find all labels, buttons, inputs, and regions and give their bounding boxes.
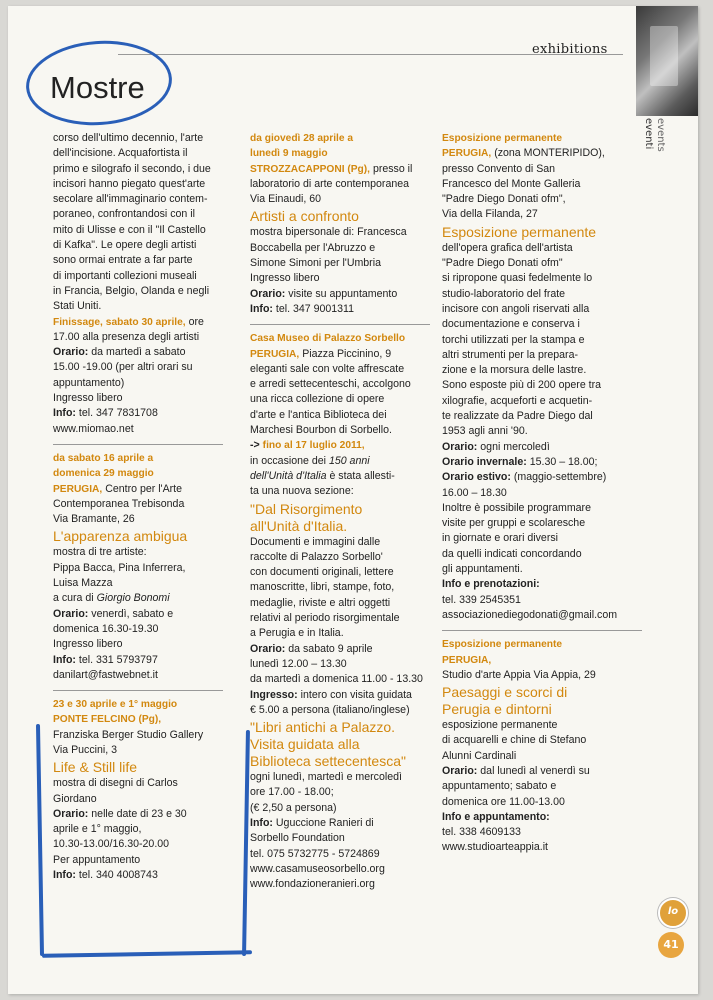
- occasion-line: [250, 454, 430, 469]
- event-city: PONTE FELCINO (Pg),: [53, 714, 162, 726]
- text-line: da quelli indicati concordando: [442, 547, 582, 560]
- event-date: 23 e 30 aprile e 1° maggio: [53, 699, 178, 711]
- event-title: all'Unità d'Italia.: [250, 517, 348, 534]
- text-line: di importanti collezioni museali: [53, 269, 197, 282]
- event-title: Paesaggi e scorci di: [442, 684, 568, 701]
- info-line: [250, 302, 430, 317]
- text-line: te realizzate da Padre Diego dal: [442, 410, 593, 423]
- orario-line: [442, 470, 642, 485]
- column-2: [250, 131, 430, 892]
- event-city: PERUGIA,: [250, 348, 300, 360]
- event-venue: [250, 347, 430, 362]
- text-line: incisori hanno piegato quest'arte: [53, 177, 206, 190]
- web-link[interactable]: www.miomao.net: [53, 422, 134, 435]
- text-line: in Francia, Belgio, Olanda e negli: [53, 284, 210, 297]
- orario-line: [442, 764, 642, 779]
- event-venue: [53, 482, 223, 497]
- text-line: Documenti e immagini dalle: [250, 535, 381, 548]
- event-date: lunedì 9 maggio: [250, 148, 328, 160]
- web-link[interactable]: www.casamuseosorbello.org: [250, 862, 385, 875]
- orario-line: [53, 607, 223, 622]
- text-line: Sorbello Foundation: [250, 832, 345, 845]
- web-link[interactable]: www.studioarteappia.it: [442, 841, 548, 854]
- text-line: Stati Uniti.: [53, 300, 102, 313]
- text-line: una ricca collezione di opere: [250, 393, 385, 406]
- info-label: Info:: [250, 302, 273, 315]
- text-line: dell'incisione. Acquafortista il: [53, 147, 188, 160]
- text-line: gli appuntamenti.: [442, 563, 523, 576]
- curator-line: [53, 591, 223, 606]
- text-line: xilografie, acqueforti e acquetin-: [442, 394, 593, 407]
- text-line: 10.30-13.00/16.30-20.00: [53, 838, 170, 851]
- info-text: Uguccione Ranieri di: [275, 816, 374, 829]
- orario-text: ogni mercoledì: [480, 440, 550, 453]
- venue-text: Studio d'arte Appia Via Appia, 29: [442, 668, 596, 681]
- orario-text: nelle date di 23 e 30: [91, 807, 187, 820]
- text-line: si ripropone quasi fedelmente lo: [442, 272, 593, 285]
- info-label: Info e appuntamento:: [442, 810, 550, 823]
- web-link[interactable]: www.fondazioneranieri.org: [250, 878, 375, 891]
- text-line: "Padre Diego Donati ofm": [442, 257, 563, 270]
- event-date: domenica 29 maggio: [53, 468, 154, 480]
- column-3: [442, 131, 642, 856]
- orario-label: Orario estivo:: [442, 471, 511, 484]
- text-line: ore 17.00 - 18.00;: [250, 786, 334, 799]
- page-title: Mostre: [50, 70, 145, 105]
- text-line: corso dell'ultimo decennio, l'arte: [53, 132, 204, 144]
- info-line: [53, 406, 223, 421]
- ingresso-text: intero con visita guidata: [300, 688, 412, 701]
- venue-text: presso il: [372, 162, 413, 175]
- magazine-page: [8, 6, 698, 994]
- info-label: Info:: [250, 816, 273, 829]
- magazine-logo-icon: lo: [658, 898, 688, 928]
- divider: [53, 444, 223, 445]
- text-line: a Perugia e in Italia.: [250, 627, 344, 640]
- text-line: manoscritte, libri, stampe, foto,: [250, 581, 395, 594]
- text-line: Boccabella per l'Abruzzo e: [250, 241, 376, 254]
- text-line: Inoltre è possibile programmare: [442, 501, 591, 514]
- text-line: visite per gruppi e scolaresche: [442, 517, 586, 530]
- text-line: da martedì a domenica 11.00 - 13.30: [250, 673, 423, 686]
- text-line: lunedì 12.00 – 13.30: [250, 657, 347, 670]
- event-city: PERUGIA,: [442, 148, 492, 160]
- page-number: 41: [658, 932, 684, 958]
- event-title: Biblioteca settecentesca": [250, 753, 406, 770]
- orario-label: Orario:: [53, 807, 89, 820]
- orario-label: Orario:: [53, 607, 89, 620]
- text-fragment: dell'Unità d'Italia: [250, 469, 327, 482]
- text-line: d'arte e l'antica Biblioteca dei: [250, 408, 387, 421]
- text-line: poraneo, confrontandosi con il: [53, 208, 195, 221]
- orario-label: Orario:: [250, 287, 286, 300]
- phone-text: tel. 338 4609133: [442, 826, 521, 839]
- arrow-glyph: ->: [250, 439, 260, 452]
- text-line: appuntamento): [53, 376, 125, 389]
- ingresso-text: Ingresso libero: [53, 392, 123, 405]
- text-line: secolare all'immaginario contem-: [53, 193, 208, 206]
- email-link[interactable]: danilart@fastwebnet.it: [53, 668, 158, 681]
- text-line: aprile e 1° maggio,: [53, 823, 142, 836]
- event-title: "Libri antichi a Palazzo.: [250, 719, 396, 736]
- orario-text: (maggio-settembre): [513, 471, 607, 484]
- event-city: PERUGIA,: [442, 654, 492, 666]
- text-line: € 5.00 a persona (italiano/inglese): [250, 703, 410, 716]
- event-heading: Esposizione permanente: [442, 639, 563, 651]
- event-title: Life & Still life: [53, 759, 138, 776]
- text-line: Simone Simoni per l'Umbria: [250, 257, 381, 270]
- finissage-label: Finissage,: [53, 316, 103, 328]
- orario-line: [442, 455, 642, 470]
- text-fragment: è stata allesti-: [329, 469, 395, 482]
- finissage-line: [53, 315, 223, 330]
- text-line: relativi al periodo risorgimentale: [250, 612, 400, 625]
- text-line: di Kafka". Le opere degli artisti: [53, 239, 197, 252]
- finissage-date: sabato 30 aprile,: [105, 316, 186, 328]
- text-line: di acquarelli e chine di Stefano: [442, 734, 587, 747]
- venue-text: Franziska Berger Studio Gallery: [53, 728, 204, 741]
- orario-text: visite su appuntamento: [288, 287, 398, 300]
- venue-text: Centro per l'Arte: [105, 482, 183, 495]
- venue-text: Via della Filanda, 27: [442, 208, 538, 221]
- section-heading: exhibitions: [532, 42, 608, 57]
- phone-text: tel. 339 2545351: [442, 593, 521, 606]
- text-line: ogni lunedì, martedì e mercoledì: [250, 771, 402, 784]
- orario-text: venerdì, sabato e: [91, 607, 174, 620]
- venue-text: Contemporanea Trebisonda: [53, 497, 185, 510]
- email-link[interactable]: associazionediegodonati@gmail.com: [442, 608, 618, 621]
- orario-label: Orario:: [442, 764, 478, 777]
- event-city: STROZZACAPPONI (Pg),: [250, 163, 370, 175]
- event-venue: [250, 162, 430, 177]
- ingresso-text: Ingresso libero: [250, 272, 320, 285]
- orario-line: [53, 345, 223, 360]
- venue-text: Via Bramante, 26: [53, 513, 135, 526]
- text-line: 15.00 -19.00 (per altri orari su: [53, 361, 193, 374]
- info-label: Info:: [53, 653, 76, 666]
- venue-text: (zona MONTERIPIDO),: [494, 147, 605, 160]
- text-line: documentazione e conserva i: [442, 318, 580, 331]
- venue-text: Piazza Piccinino, 9: [302, 347, 392, 360]
- orario-text: dal lunedì al venerdì su: [480, 764, 590, 777]
- venue-text: Via Einaudi, 60: [250, 193, 322, 206]
- venue-text: laboratorio di arte contemporanea: [250, 177, 410, 190]
- text-line: Marchesi Bourbon di Sorbello.: [250, 424, 392, 437]
- orario-text: da sabato 9 aprile: [288, 642, 373, 655]
- orario-label: Orario:: [250, 642, 286, 655]
- text-line: Pippa Bacca, Pina Inferrera,: [53, 561, 186, 574]
- text-line: medaglie, riviste e altri oggetti: [250, 596, 391, 609]
- text-line: domenica 16.30-19.30: [53, 622, 159, 635]
- text-line: altri strumenti per la prepara-: [442, 348, 579, 361]
- info-text: tel. 331 5793797: [78, 653, 158, 666]
- event-title: "Dal Risorgimento: [250, 500, 363, 517]
- text-line: Sono esposte più di 200 opere tra: [442, 379, 602, 392]
- marker-stroke: [42, 950, 252, 958]
- text-line: raccolte di Palazzo Sorbello': [250, 550, 383, 563]
- text-fragment: ore: [188, 315, 204, 328]
- text-fragment: a cura di: [53, 592, 94, 605]
- event-title: Esposizione permanente: [442, 223, 597, 240]
- corner-photo: [636, 6, 698, 116]
- text-line: mito di Ulisse e con il "Il Castello: [53, 223, 206, 236]
- event-title: Visita guidata alla: [250, 736, 360, 753]
- event-title: Perugia e dintorni: [442, 701, 552, 718]
- text-line: zione e la morsura delle lastre.: [442, 364, 587, 377]
- info-label: Info e prenotazioni:: [442, 578, 540, 591]
- orario-label: Orario:: [442, 440, 478, 453]
- event-date: da sabato 16 aprile a: [53, 452, 154, 464]
- marker-stroke: [36, 724, 44, 956]
- orario-label: Orario:: [53, 346, 89, 359]
- text-line: domenica ore 11.00-13.00: [442, 795, 565, 808]
- divider: [250, 324, 430, 325]
- event-title: Artisti a confronto: [250, 208, 359, 225]
- event-heading: Esposizione permanente: [442, 133, 563, 144]
- orario-label: Orario invernale:: [442, 455, 527, 468]
- text-fragment: in occasione dei: [250, 454, 326, 467]
- until-line: [250, 438, 430, 453]
- info-label: Info:: [53, 869, 76, 882]
- text-line: Per appuntamento: [53, 853, 141, 866]
- text-line: 1953 agli anni '90.: [442, 425, 528, 438]
- venue-text: Via Puccini, 3: [53, 743, 117, 756]
- text-line: appuntamento; sabato e: [442, 780, 557, 793]
- event-date: da giovedì 28 aprile a: [250, 133, 354, 144]
- text-line: con documenti originali, lettere: [250, 566, 394, 579]
- info-text: tel. 347 9001311: [275, 302, 355, 315]
- text-line: studio-laboratorio del frate: [442, 287, 566, 300]
- orario-line: [250, 287, 430, 302]
- orario-text: 15.30 – 18.00;: [529, 455, 598, 468]
- event-heading: Casa Museo di Palazzo Sorbello: [250, 333, 406, 345]
- venue-text: "Padre Diego Donati ofm",: [442, 193, 566, 206]
- orario-line: [442, 440, 642, 455]
- marker-stroke: [242, 730, 250, 956]
- text-line: (€ 2,50 a persona): [250, 801, 337, 814]
- text-line: primo e silografo il secondo, i due: [53, 162, 211, 175]
- text-line: 16.00 – 18.30: [442, 486, 507, 499]
- text-line: eleganti sale con volte affrescate: [250, 362, 405, 375]
- info-text: tel. 340 4008743: [78, 869, 158, 882]
- curator-name: Giorgio Bonomi: [96, 592, 170, 605]
- text-line: Giordano: [53, 792, 97, 805]
- ingresso-label: Ingresso:: [250, 688, 298, 701]
- venue-text: Francesco del Monte Galleria: [442, 177, 581, 190]
- text-line: incisore con angoli riservati alla: [442, 302, 590, 315]
- divider: [53, 690, 223, 691]
- info-label: Info:: [53, 407, 76, 420]
- text-line: esposizione permanente: [442, 719, 558, 732]
- tab-events: events: [655, 118, 666, 152]
- info-text: tel. 347 7831708: [78, 407, 158, 420]
- divider: [442, 630, 642, 631]
- highlight-marker: [38, 724, 256, 960]
- text-line: torchi utilizzati per la stampa e: [442, 333, 585, 346]
- info-line: [250, 816, 430, 831]
- text-line: 17.00 alla presenza degli artisti: [53, 330, 200, 343]
- until-date: fino al 17 luglio 2011,: [262, 440, 365, 452]
- info-line: [53, 653, 223, 668]
- text-line: Alunni Cardinali: [442, 749, 517, 762]
- tab-eventi: eventi: [643, 118, 654, 150]
- text-line: in giornate e orari diversi: [442, 532, 558, 545]
- orario-text: da martedì a sabato: [91, 346, 186, 359]
- venue-text: presso Convento di San: [442, 162, 556, 175]
- text-line: mostra di disegni di Carlos: [53, 777, 178, 790]
- orario-line: [250, 642, 430, 657]
- ingresso-text: Ingresso libero: [53, 638, 123, 651]
- event-city: PERUGIA,: [53, 483, 103, 495]
- text-line: e arredi settecenteschi, accolgono: [250, 378, 411, 391]
- text-line: mostra bipersonale di: Francesca: [250, 226, 407, 239]
- text-line: Luisa Mazza: [53, 577, 113, 590]
- text-line: dell'opera grafica dell'artista: [442, 241, 573, 254]
- text-fragment: 150 anni: [328, 454, 370, 467]
- ingresso-line: [250, 688, 430, 703]
- event-title: L'apparenza ambigua: [53, 528, 188, 545]
- text-line: ta una nuova sezione:: [250, 485, 354, 498]
- occasion-line: [250, 469, 430, 484]
- text-line: sono ormai entrate a far parte: [53, 254, 193, 267]
- event-venue: [442, 146, 642, 161]
- text-line: tel. 075 5732775 - 5724869: [250, 847, 380, 860]
- text-line: mostra di tre artiste:: [53, 546, 147, 559]
